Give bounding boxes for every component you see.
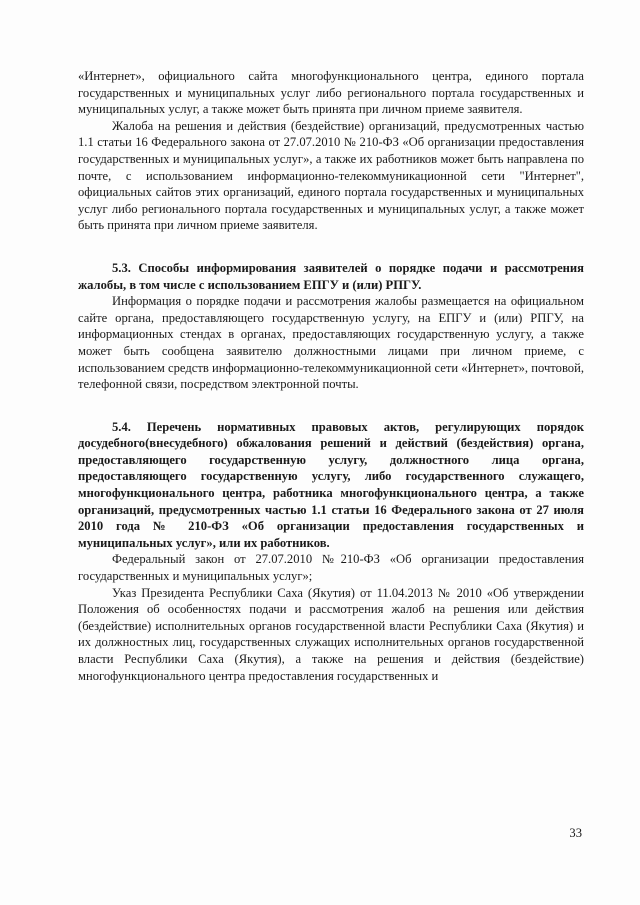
section-5-4-heading: 5.4. Перечень нормативных правовых актов, регулирующих порядок досудебного(внесудебного) обжалования решений и действий (бездействия) органа, предоставляющего государственную услугу, должностного лица органа, предоставляющего государственную услугу, либо государственного служащего, многофункционального центра, работника многофункционального центра, а также организаций, предусмотренных частью 1.1 статьи 16 Федерального закона от 27 июля 2010 года № 210-ФЗ «Об организации предоставления государственных и муниципальных услуг», или их работников. (78, 419, 584, 550)
section-5-4-federal-law: Федеральный закон от 27.07.2010 №210-ФЗ «Об организации предоставления государственных и муниципальных услуг»; (78, 552, 584, 584)
section-5-3-body: Информация о порядке подачи и рассмотрения жалобы размещается на официальном сайте органа, предоставляющего государственную услугу, на ЕПГУ и (или) РПГУ, на информационных стендах в органах, предоставляющих государственную услугу, а также может быть сообщена заявителю должностными лицами при личном приеме, с использованием средств информационно-телекоммуникационной сети «Интернет», почтовой, телефонной связи, посредством электронной почты. (78, 294, 584, 392)
section-spacer (78, 393, 584, 419)
section-5-4-presidential-decree: Указ Президента Республики Саха (Якутия) от 11.04.2013 № 2010 «Об утверждении Положения об особенностях подачи и рассмотрения жалоб на решения или действия (бездействие) исполнительных органов государственной власти Республики Саха (Якутия) и их должностных лиц, государственных служащих исполнительных органов государственной власти Республики Саха (Якутия), а также на решения и действия (бездействие) многофункционального центра предоставления государственных и (78, 585, 584, 683)
page-number: 33 (569, 826, 582, 840)
section-5-3-heading: 5.3. Способы информирования заявителей о порядке подачи и рассмотрения жалобы, в том числе с использованием ЕПГУ и (или) РПГУ. (78, 260, 584, 292)
page-body (78, 68, 584, 684)
paragraph-submission-channels-continued: «Интернет», официального сайта многофункционального центра, единого портала государственных и муниципальных услуг либо регионального портала государственных и муниципальных услуг, а также может быть принята при личном приеме заявителя. (78, 69, 584, 117)
paragraph-complaint-organizations: Жалоба на решения и действия (бездействие) организаций, предусмотренных частью 1.1 статьи 16 Федерального закона от 27.07.2010 № 210-ФЗ «Об организации предоставления государственных и муниципальных услуг», а также их работников может быть направлена по почте, с использованием информационно-телекоммуникационной сети "Интернет", официальных сайтов этих организаций, единого портала государственных и муниципальных услуг либо регионального портала государственных и муниципальных услуг, а также может быть принята при личном приеме заявителя. (78, 118, 584, 233)
section-spacer (78, 234, 584, 260)
